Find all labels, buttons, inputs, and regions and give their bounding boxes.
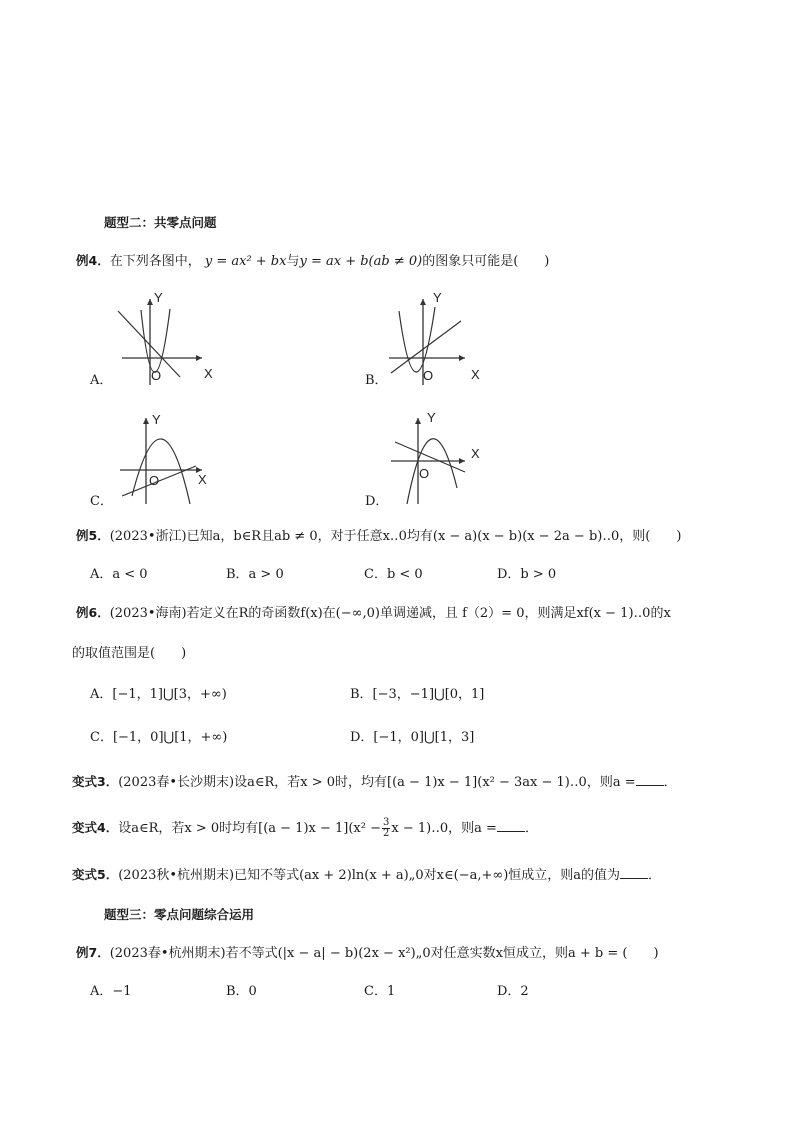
graph-b xyxy=(385,285,500,390)
example-4-formula-2: y = ax + b(ab ≠ 0) xyxy=(299,254,423,269)
graph-c-y-label: Y xyxy=(152,412,161,427)
example-7-source: (2023春•杭州期末) xyxy=(109,946,226,961)
graph-c-origin-label: O xyxy=(149,473,160,488)
variant-4-label: 变式4． xyxy=(72,820,119,835)
example-7-question xyxy=(76,944,659,963)
variant-5-end: ． xyxy=(648,868,662,883)
variant-4-question xyxy=(72,818,538,839)
example-6-source: (2023•海南) xyxy=(109,606,187,621)
graph-a-y-label: Y xyxy=(154,290,163,305)
example-5-option-d: D．b > 0 xyxy=(497,567,557,582)
graph-d-parabola xyxy=(407,439,457,504)
example-7-option-d: D．2 xyxy=(497,984,529,999)
variant-4-fraction xyxy=(382,818,390,839)
example-5-option-c: C．b < 0 xyxy=(364,567,423,582)
graph-b-x-label: X xyxy=(471,367,480,382)
variant-4-text-post: x − 1)‥0，则a = xyxy=(391,821,497,836)
graph-d-y-label: Y xyxy=(427,410,436,425)
example-4-formula-1: y = ax² + bx xyxy=(204,254,287,269)
section-heading-2: 题型二：共零点问题 xyxy=(104,215,217,230)
variant-3-end: ． xyxy=(663,775,677,790)
variant-3-answer-blank xyxy=(636,773,664,786)
graph-a xyxy=(110,285,225,390)
example-5-question xyxy=(76,527,681,546)
variant-3-source: (2023春•长沙期末) xyxy=(118,775,235,790)
example-6-option-a: A．[−1，1]⋃[3，+∞) xyxy=(90,687,227,702)
variant-4-fraction-denominator: 2 xyxy=(383,828,390,839)
graph-d-origin-label: O xyxy=(419,466,430,481)
example-4-text-post: 的图象只可能是( ) xyxy=(422,254,550,269)
variant-3-question xyxy=(72,773,677,792)
example-5-option-b: B．a > 0 xyxy=(226,567,284,582)
graph-b-origin-label: O xyxy=(423,368,434,383)
graph-a-line xyxy=(118,311,180,377)
graph-b-y-label: Y xyxy=(433,290,442,305)
example-6-text: 若定义在R的奇函数f(x)在(−∞,0)单调递减，且 f（2）= 0，则满足xf(x − 1)‥0的x xyxy=(186,606,671,621)
section-heading-3: 题型三：零点问题综合运用 xyxy=(104,907,255,922)
example-5-source: (2023•浙江) xyxy=(109,529,187,544)
variant-3-label: 变式3． xyxy=(72,774,119,789)
variant-4-end: ． xyxy=(524,821,538,836)
example-5-text: 已知a，b∈R且ab ≠ 0，对于任意x‥0均有(x − a)(x − b)(x − 2a − b)‥0，则( ) xyxy=(186,529,682,544)
example-6-option-c: C．[−1，0]⋃[1，+∞) xyxy=(90,730,228,745)
variant-5-source: (2023秋•杭州期末) xyxy=(118,868,235,883)
variant-3-text: 设a∈R，若x > 0时，均有[(a − 1)x − 1](x² − 3ax − 1)‥0，则a = xyxy=(234,775,636,790)
example-7-option-b: B．0 xyxy=(226,984,257,999)
variant-5-question xyxy=(72,866,661,885)
example-4-label: 例4． xyxy=(76,253,110,268)
example-5-option-a: A．a < 0 xyxy=(90,567,148,582)
option-b-label: B． xyxy=(365,373,388,388)
variant-5-answer-blank xyxy=(620,866,648,879)
example-6-option-b: B．[−3，−1]⋃[0，1] xyxy=(350,687,485,702)
example-4-text-pre: 在下列各图中， xyxy=(109,254,201,269)
variant-4-answer-blank xyxy=(497,819,525,832)
graph-d xyxy=(385,404,500,509)
example-6-text-line2: 的取值范围是( ) xyxy=(72,646,187,661)
option-c-label: C． xyxy=(90,494,113,509)
graph-b-parabola xyxy=(399,307,435,372)
variant-5-label: 变式5． xyxy=(72,867,119,882)
graph-c xyxy=(110,404,225,509)
example-6-option-d: D．[−1，0]⋃[1，3] xyxy=(350,730,475,745)
graph-c-x-label: X xyxy=(198,472,207,487)
example-7-option-a: A．−1 xyxy=(90,984,132,999)
example-6-label: 例6． xyxy=(76,605,110,620)
example-4-mid: 与 xyxy=(286,254,300,269)
example-7-text: 若不等式(|x − a| − b)(2x − x²)„0对任意实数x恒成立，则a + b = ( ) xyxy=(225,946,659,961)
example-4-question xyxy=(76,252,549,271)
variant-4-text-pre: 设a∈R，若x > 0时均有[(a − 1)x − 1](x² − xyxy=(118,821,381,836)
variant-4-fraction-numerator: 3 xyxy=(383,817,390,828)
example-7-option-c: C．1 xyxy=(364,984,396,999)
graph-a-origin-label: O xyxy=(151,368,162,383)
example-5-label: 例5． xyxy=(76,528,110,543)
graph-d-x-label: X xyxy=(471,446,480,461)
example-6-question xyxy=(76,604,671,623)
variant-5-text: 已知不等式(ax + 2)ln(x + a)„0对x∈(−a,+∞)恒成立，则a的值为 xyxy=(234,868,621,883)
graph-d-line xyxy=(395,442,465,472)
graph-a-x-label: X xyxy=(204,366,213,381)
option-a-label: A． xyxy=(90,373,113,388)
example-7-label: 例7． xyxy=(76,945,110,960)
option-d-label: D． xyxy=(365,494,389,509)
